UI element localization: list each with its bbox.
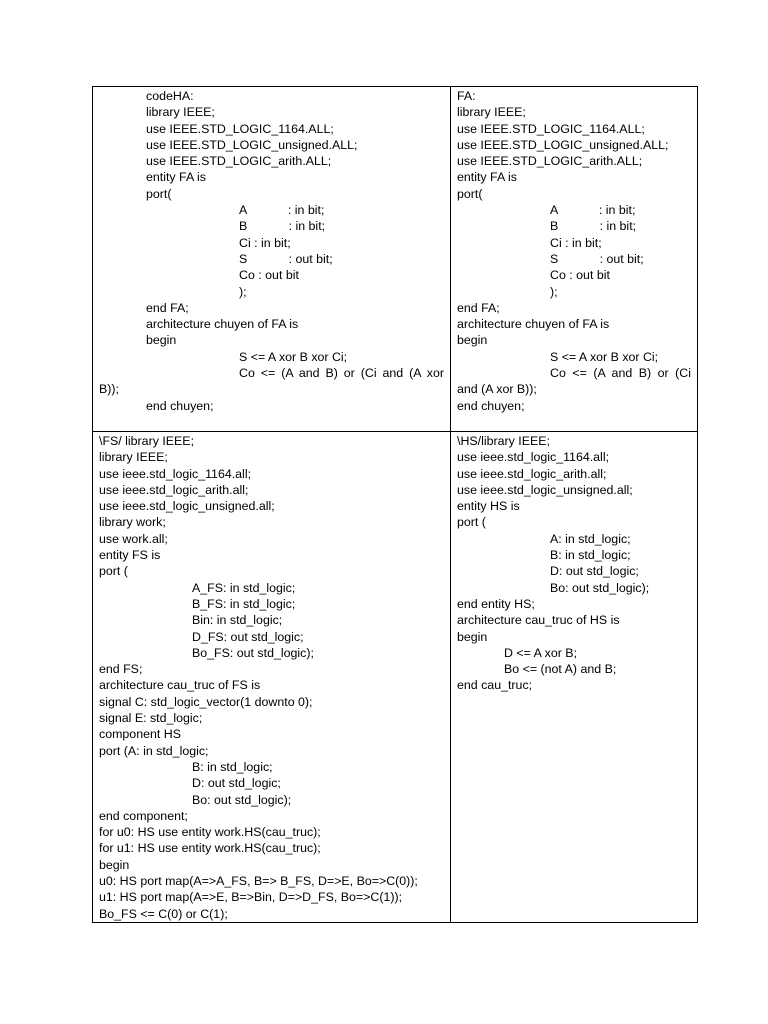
code-line: end FS; (99, 662, 143, 677)
code-line: Co : out bit (239, 268, 299, 283)
code-line: end FA; (457, 300, 500, 315)
code-line: Co <= (A and B) or (Ci and (A xor (239, 366, 444, 381)
code-line: ); (550, 284, 558, 299)
code-line: library IEEE; (99, 450, 168, 465)
code-line: library IEEE; (146, 105, 215, 120)
table-row (93, 87, 698, 432)
code-line: port( (457, 186, 483, 201)
code-line: ); (239, 284, 247, 299)
code-line: signal E: std_logic; (99, 711, 203, 726)
code-line: port (A: in std_logic; (99, 743, 209, 758)
code-line: B_FS: in std_logic; (192, 596, 296, 611)
code-line: u0: HS port map(A=>A_FS, B=> B_FS, D=>E, Bo=>C(0)); (99, 874, 418, 889)
code-line: component HS (99, 727, 181, 742)
code-line: Co : out bit (550, 268, 610, 283)
code-line: architecture chuyen of FA is (146, 317, 299, 332)
code-line: use ieee.std_logic_1164.all; (457, 450, 610, 465)
code-line: codeHA: (146, 89, 194, 103)
code-line: entity FS is (99, 548, 161, 563)
code-line: Bin: in std_logic; (192, 613, 283, 628)
code-line: for u1: HS use entity work.HS(cau_truc); (99, 841, 321, 856)
cell-hs (451, 432, 698, 923)
code-line: architecture chuyen of FA is (457, 317, 610, 332)
code-line: architecture cau_truc of HS is (457, 613, 620, 628)
code-line: Bo: out std_logic); (550, 580, 650, 595)
code-line: use ieee.std_logic_1164.all; (99, 466, 252, 481)
code-line: use ieee.std_logic_arith.all; (99, 482, 249, 497)
code-line: port( (146, 186, 172, 201)
code-line: S : out bit; (239, 251, 333, 266)
code-line: S : out bit; (550, 251, 644, 266)
code-line: Ci : in bit; (239, 235, 291, 250)
code-line: use work.all; (99, 531, 168, 546)
code-line: begin (99, 857, 130, 872)
code-line: Bo_FS <= C(0) or C(1); (99, 906, 228, 921)
code-line: S <= A xor B xor Ci; (239, 349, 348, 364)
code-line: B)); (99, 382, 119, 397)
code-line: D: out std_logic; (550, 564, 639, 579)
cell-codeha (93, 87, 451, 432)
code-line: use IEEE.STD_LOGIC_arith.ALL; (146, 154, 332, 169)
code-line: B: in std_logic; (550, 548, 631, 563)
code-line: library IEEE; (457, 105, 526, 120)
code-line: A : in bit; (239, 203, 325, 218)
code-line: use ieee.std_logic_arith.all; (457, 466, 607, 481)
code-line: use IEEE.STD_LOGIC_unsigned.ALL; (146, 137, 358, 152)
code-line: end chuyen; (146, 398, 214, 413)
code-line: D <= A xor B; (504, 645, 578, 660)
code-line: begin (457, 333, 488, 348)
code-line: S <= A xor B xor Ci; (550, 349, 659, 364)
code-line: begin (457, 629, 488, 644)
code-line: end chuyen; (457, 398, 525, 413)
code-line: Bo <= (not A) and B; (504, 662, 617, 677)
code-line: B: in std_logic; (192, 759, 273, 774)
code-line: port ( (99, 564, 128, 579)
code-table (92, 86, 698, 923)
code-line: end component; (99, 808, 188, 823)
table-row (93, 432, 698, 923)
code-line: A: in std_logic; (550, 531, 631, 546)
code-line: Ci : in bit; (550, 235, 602, 250)
code-line: begin (146, 333, 177, 348)
code-line: \HS/library IEEE; (457, 434, 550, 448)
code-line: D: out std_logic; (192, 776, 281, 791)
code-line: Bo_FS: out std_logic); (192, 645, 314, 660)
code-line: use IEEE.STD_LOGIC_unsigned.ALL; (457, 137, 669, 152)
code-line: use IEEE.STD_LOGIC_1164.ALL; (146, 121, 334, 136)
code-line: port ( (457, 515, 486, 530)
code-line: A : in bit; (550, 203, 636, 218)
code-line: FA: (457, 89, 476, 103)
code-line: D_FS: out std_logic; (192, 629, 304, 644)
code-line: B : in bit; (550, 219, 637, 234)
code-line: A_FS: in std_logic; (192, 580, 296, 595)
code-line: u1: HS port map(A=>E, B=>Bin, D=>D_FS, Bo=>C(1)); (99, 890, 403, 905)
code-line: end cau_truc; (457, 678, 533, 693)
code-line: \FS/ library IEEE; (99, 434, 195, 448)
code-line: and (A xor B)); (457, 382, 537, 397)
code-line: use IEEE.STD_LOGIC_arith.ALL; (457, 154, 643, 169)
code-line: B : in bit; (239, 219, 326, 234)
code-line: entity FA is (146, 170, 206, 185)
code-line: entity FA is (457, 170, 517, 185)
code-line: use ieee.std_logic_unsigned.all; (457, 482, 633, 497)
code-line: use ieee.std_logic_unsigned.all; (99, 499, 275, 514)
code-line: Bo: out std_logic); (192, 792, 292, 807)
code-line: end FA; (146, 300, 189, 315)
code-line: architecture cau_truc of FS is (99, 678, 261, 693)
code-line: Co <= (A and B) or (Ci (550, 366, 691, 381)
code-line: library work; (99, 515, 166, 530)
code-line: end entity HS; (457, 596, 535, 611)
code-line: for u0: HS use entity work.HS(cau_truc); (99, 825, 321, 840)
code-line: entity HS is (457, 499, 520, 514)
code-line: signal C: std_logic_vector(1 downto 0); (99, 694, 313, 709)
code-line: use IEEE.STD_LOGIC_1164.ALL; (457, 121, 645, 136)
cell-fs (93, 432, 451, 923)
cell-fa (451, 87, 698, 432)
